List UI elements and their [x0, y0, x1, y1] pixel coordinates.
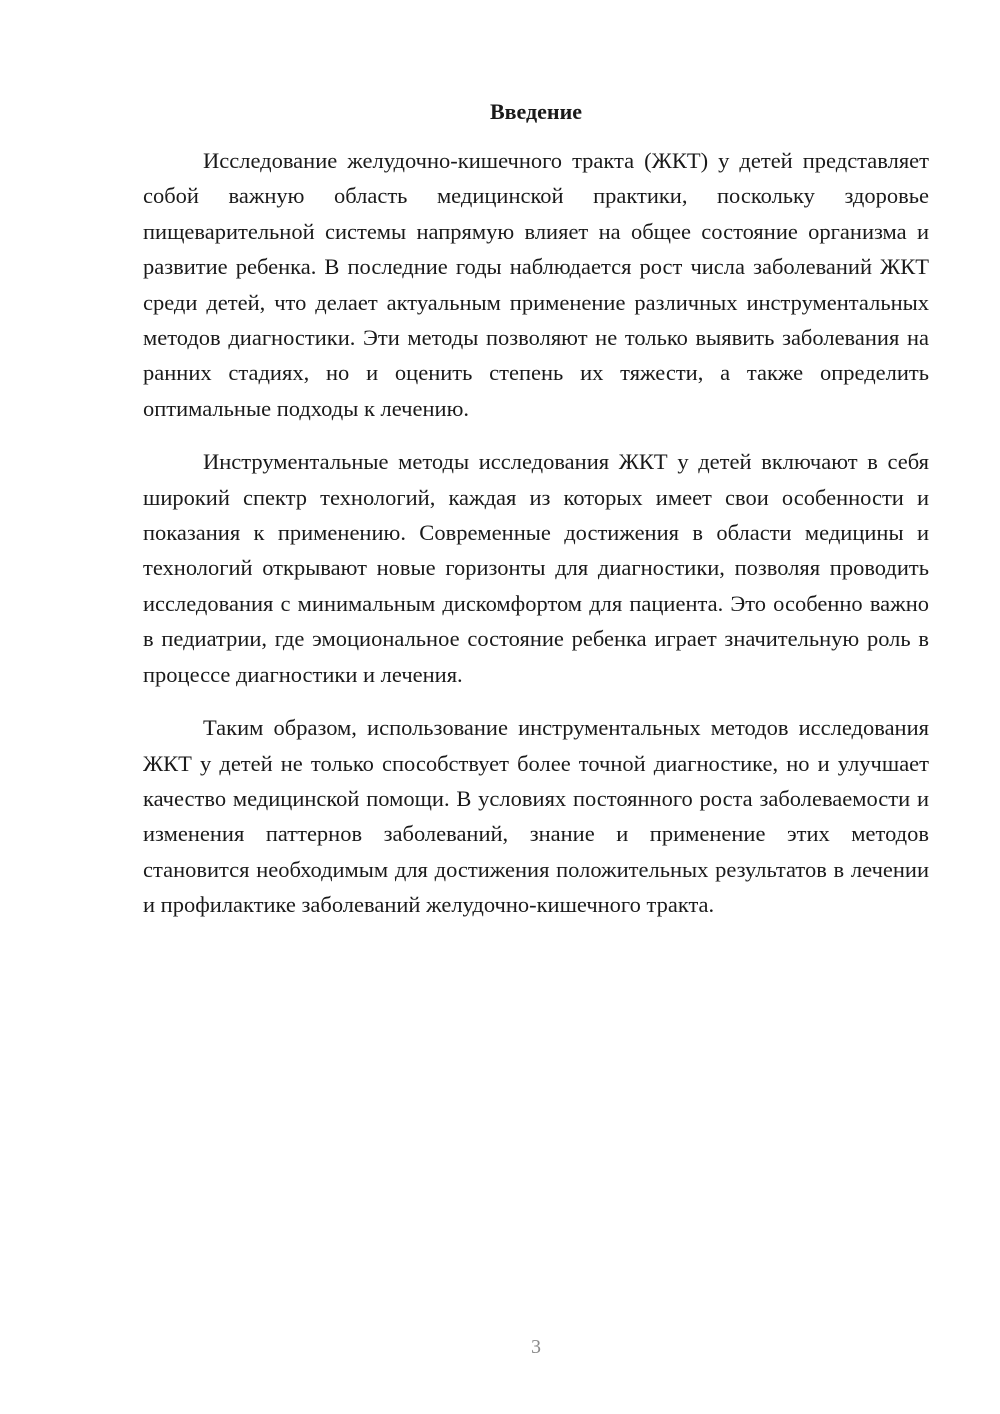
paragraph-2: Инструментальные методы исследования ЖКТ у детей включают в себя широкий спектр технологий, каждая из которых имеет свои особенности и показания к применению. Современные достижения в области медицины и технологий открывают новые горизонты для диагностики, позволяя проводить исследования с минимальным дискомфортом для пациента. Это особенно важно в педиатрии, где эмоциональное состояние ребенка играет значительную роль в процессе диагностики и лечения.	[143, 449, 929, 687]
paragraph-3: Таким образом, использование инструментальных методов исследования ЖКТ у детей не только способствует более точной диагностике, но и улучшает качество медицинской помощи. В условиях постоянного роста заболеваемости и изменения паттернов заболеваний, знание и применение этих методов становится необходимым для достижения положительных результатов в лечении и профилактике заболеваний желудочно-кишечного тракта.	[143, 715, 929, 918]
body-text	[143, 143, 929, 941]
page-number: 3	[531, 1336, 541, 1358]
paragraph-1: Исследование желудочно-кишечного тракта (ЖКТ) у детей представляет собой важную область медицинской практики, поскольку здоровье пищеварительной системы напрямую влияет на общее состояние организма и развитие ребенка. В последние годы наблюдается рост числа заболеваний ЖКТ среди детей, что делает актуальным применение различных инструментальных методов диагностики. Эти методы позволяют не только выявить заболевания на ранних стадиях, но и оценить степень их тяжести, а также определить оптимальные подходы к лечению.	[143, 148, 929, 421]
section-title: Введение	[489, 99, 583, 124]
